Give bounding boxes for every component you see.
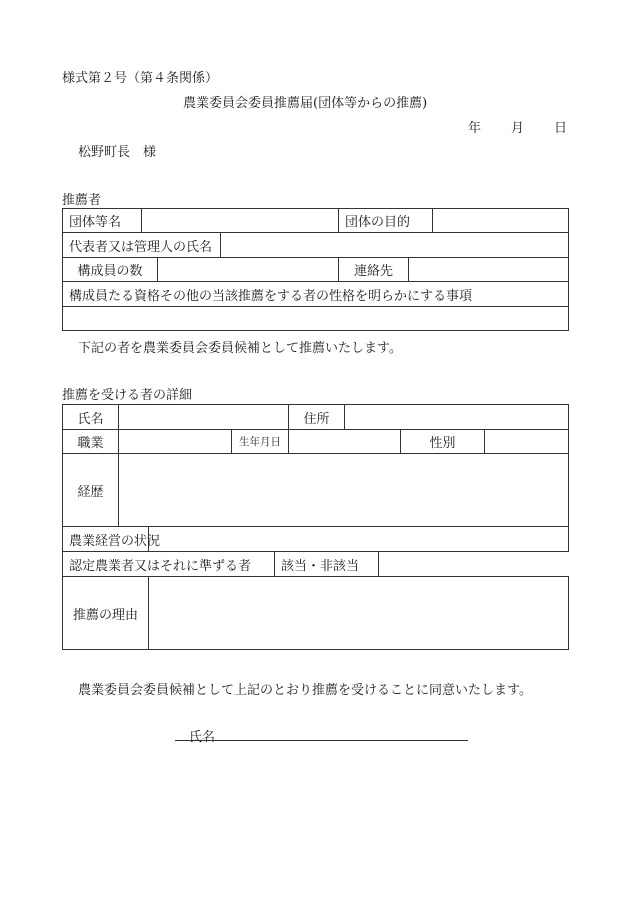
recommendation-statement: 下記の者を農業委員会委員候補として推薦いたします。 (78, 341, 402, 356)
candidate-section-title: 推薦を受ける者の詳細 (62, 388, 193, 403)
applicable-label: 該当・非該当 (275, 552, 379, 577)
addressee: 松野町長 様 (78, 145, 157, 160)
org-name-label: 団体等名 (63, 209, 142, 233)
contact-field[interactable] (409, 258, 569, 282)
date-year-label: 年 (468, 121, 482, 136)
recommender-table (62, 208, 569, 331)
qualification-label: 構成員たる資格その他の当該推薦をする者の性格を明らかにする事項 (63, 282, 569, 307)
signature-line[interactable] (175, 740, 468, 741)
certified-farmer-label: 認定農業者又はそれに準ずる者 (63, 552, 275, 577)
name-field[interactable] (119, 405, 289, 430)
representative-field[interactable] (221, 233, 569, 258)
address-label: 住所 (289, 405, 345, 430)
occupation-field[interactable] (119, 430, 232, 454)
date-day-label: 日 (554, 121, 568, 136)
org-purpose-label: 団体の目的 (339, 209, 433, 233)
reason-label: 推薦の理由 (63, 577, 149, 650)
recommender-section-title: 推薦者 (62, 193, 102, 208)
farm-status-label: 農業経営の状況 (63, 527, 149, 552)
candidate-table (62, 404, 569, 552)
address-field[interactable] (345, 405, 569, 430)
contact-label: 連絡先 (339, 258, 409, 282)
occupation-label: 職業 (63, 430, 119, 454)
signature-name-label: 氏名 (189, 730, 216, 745)
form-number: 様式第２号（第４条関係） (62, 71, 219, 86)
page-title: 農業委員会委員推薦届(団体等からの推薦) (183, 96, 428, 111)
farm-status-field[interactable] (149, 527, 569, 552)
birthdate-field[interactable] (289, 430, 401, 454)
reason-field[interactable] (149, 577, 569, 650)
org-purpose-field[interactable] (433, 209, 569, 233)
birthdate-label: 生年月日 (232, 430, 289, 454)
qualification-field[interactable] (63, 307, 569, 331)
certified-farmer-blank (379, 552, 569, 577)
gender-label: 性別 (401, 430, 485, 454)
org-name-field[interactable] (142, 209, 339, 233)
reason-table (62, 576, 569, 650)
gender-field[interactable] (485, 430, 569, 454)
consent-statement: 農業委員会委員候補として上記のとおり推薦を受けることに同意いたします。 (78, 683, 532, 698)
career-label: 経歴 (63, 454, 119, 527)
date-month-label: 月 (511, 121, 525, 136)
name-label: 氏名 (63, 405, 119, 430)
representative-label: 代表者又は管理人の氏名 (63, 233, 221, 258)
members-label: 構成員の数 (63, 258, 158, 282)
members-field[interactable] (158, 258, 339, 282)
career-field[interactable] (119, 454, 569, 527)
certified-farmer-table (62, 551, 569, 577)
